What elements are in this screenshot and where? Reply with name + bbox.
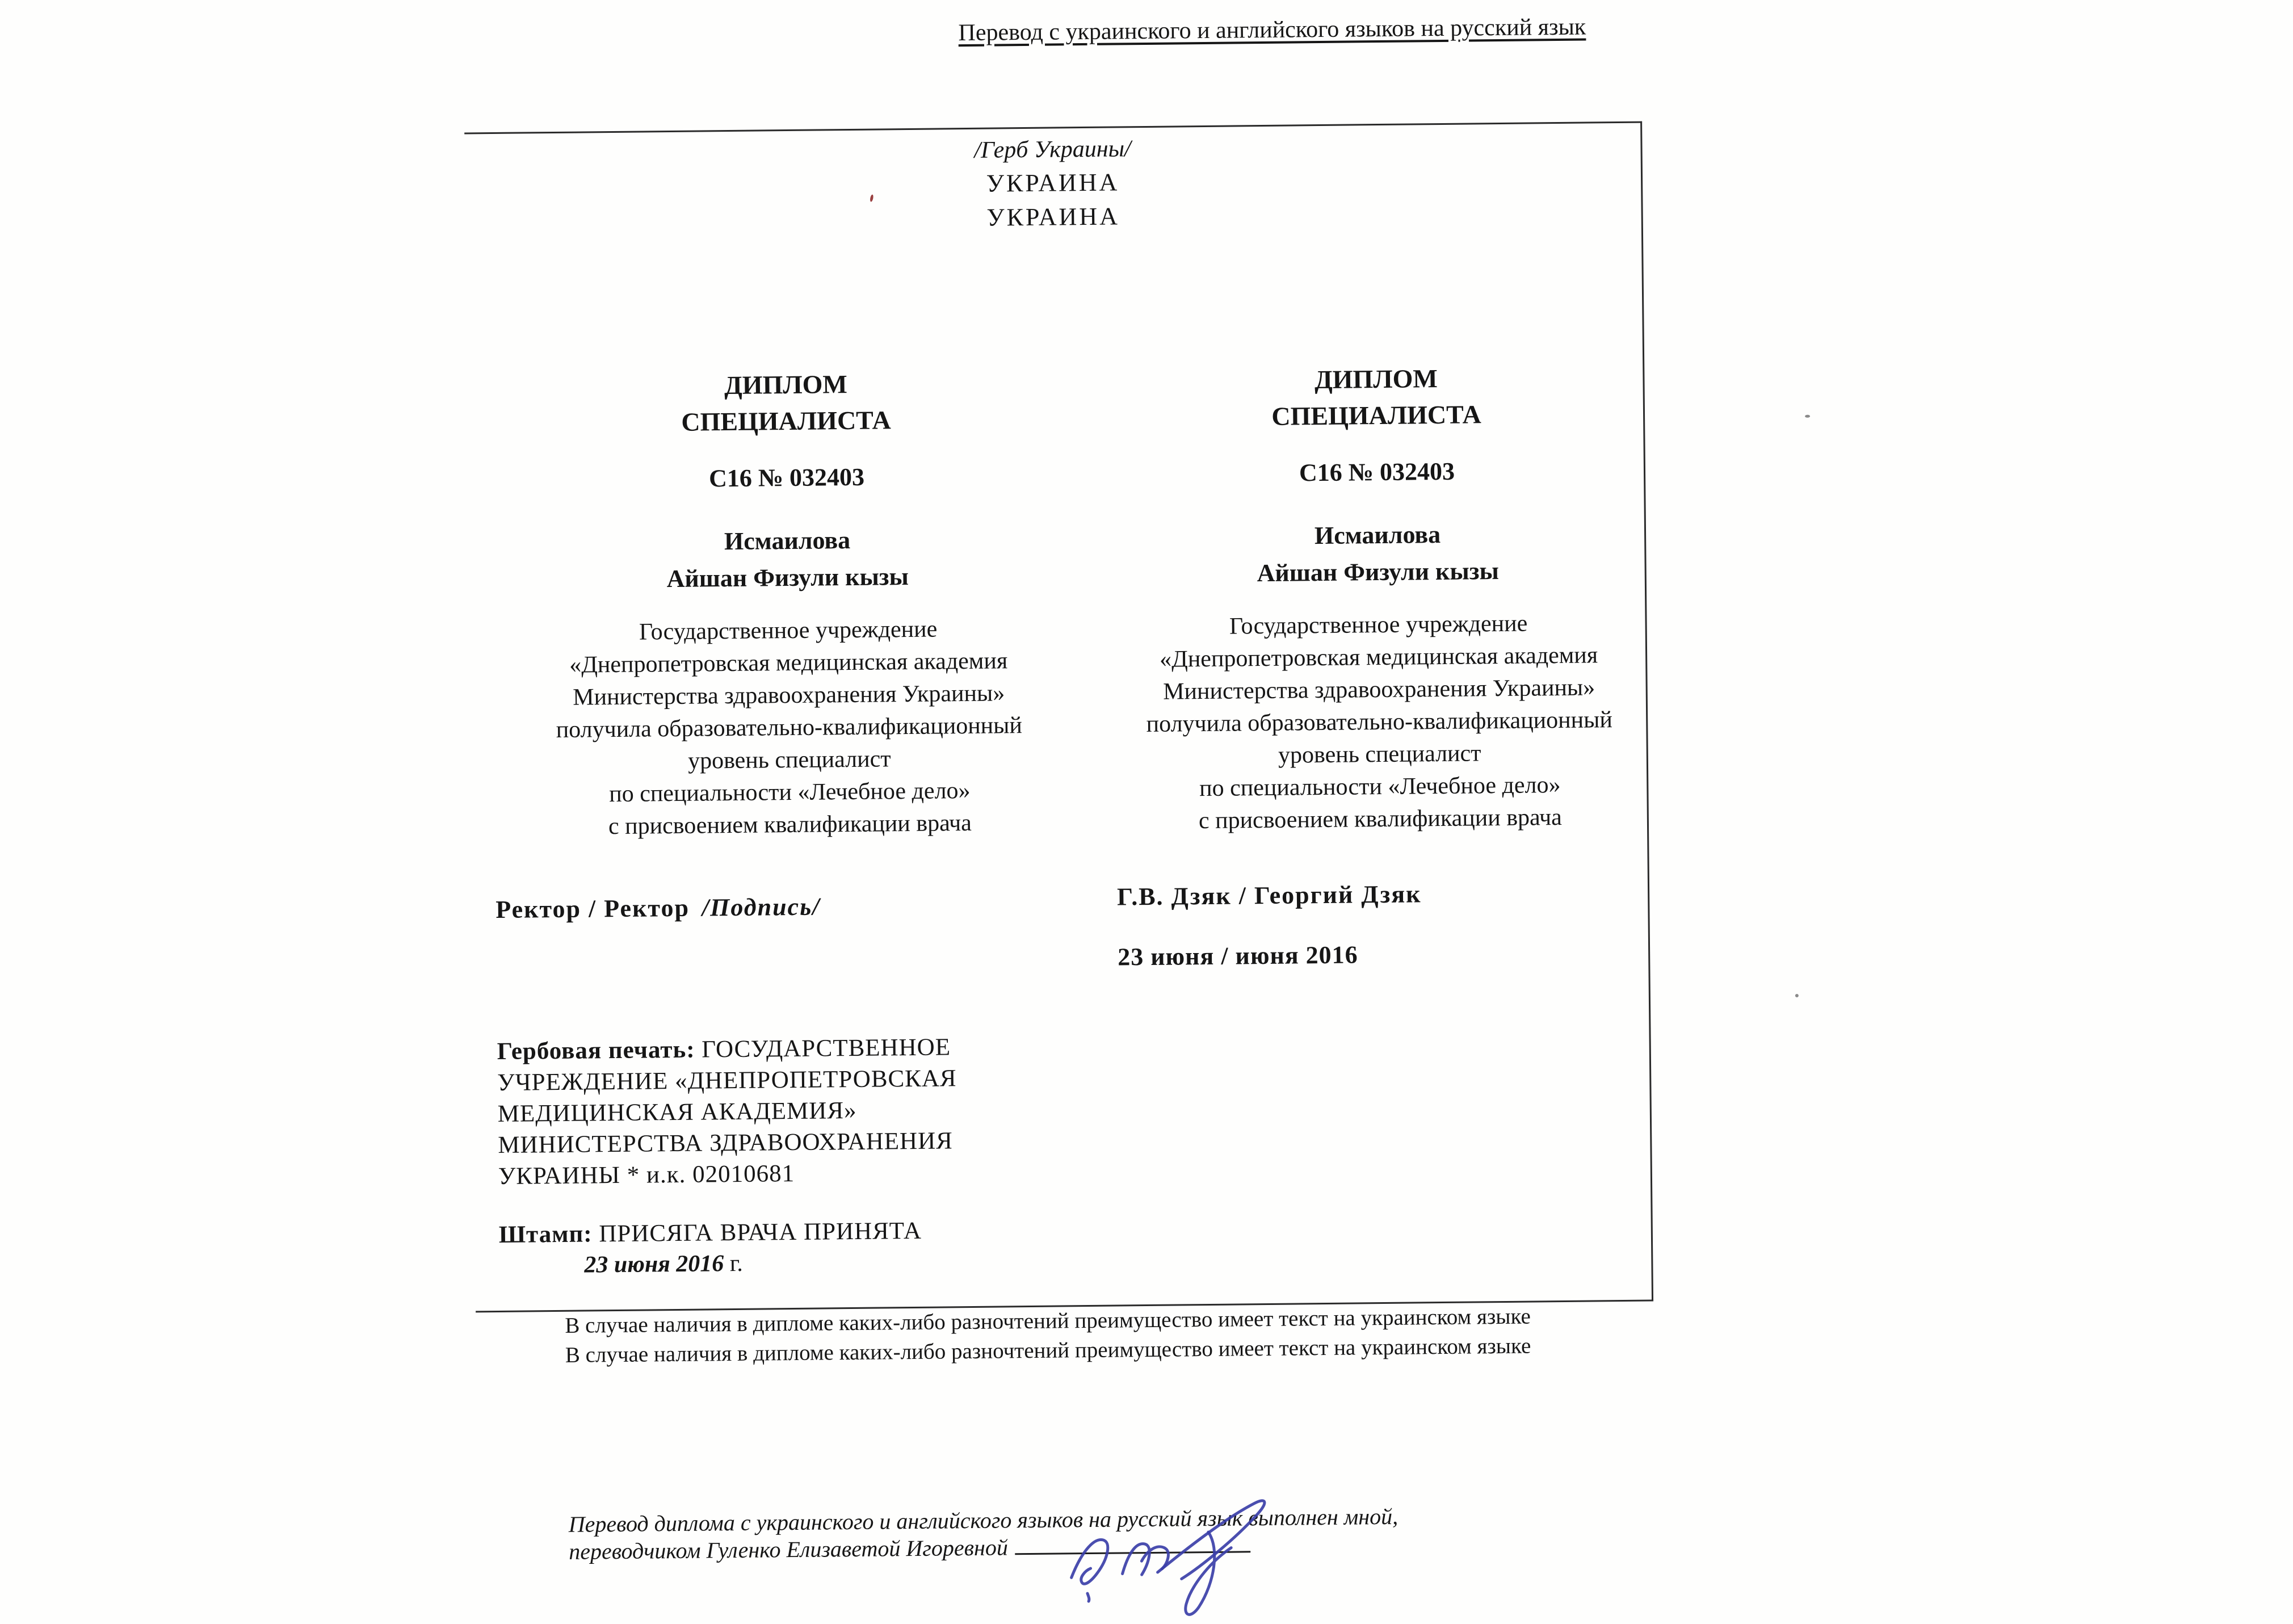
diploma-title-line: СПЕЦИАЛИСТА [1271,400,1481,431]
diploma-body-line: получила образовательно-квалификационный [1146,707,1613,738]
seal-text: ГОСУДАРСТВЕННОЕ [702,1034,951,1063]
right-column [1112,359,1645,976]
stamp-label: Штамп: [498,1220,593,1248]
stamp-text: ПРИСЯГА ВРАЧА ПРИНЯТА [599,1217,922,1248]
page-title: Перевод с украинского и английского языков на русский язык [958,14,1586,47]
diploma-body-line: «Днепропетровская медицинская академия [569,648,1008,678]
graduate-surname: Исмаилова [724,526,851,556]
seal-description-line: МЕДИЦИНСКАЯ АКАДЕМИЯ» [497,1097,857,1128]
diploma-title-line: ДИПЛОМ [724,370,848,400]
left-column [490,364,1089,1282]
disclaimer-note [565,1302,1531,1370]
seal-description-line: УКРАИНЫ * и.к. 02010681 [498,1160,795,1190]
seal-description-line [497,1030,1087,1067]
diploma-title-line: СПЕЦИАЛИСТА [681,405,891,437]
disclaimer-line: В случае наличия в дипломе каких-либо разночтений преимущество имеет текст на украинском языке [565,1304,1531,1338]
stamp-description [499,1214,1089,1250]
diploma-body-line: с присвоением квалификации врача [608,809,972,840]
stamp-date-suffix: г. [724,1250,744,1277]
rector-label: Ректор / Ректор [495,893,690,924]
issue-date-line: 23 июня / июня 2016 [1117,941,1358,971]
coat-of-arms-note: /Герб Украины/ [974,136,1131,163]
stamp-date-line [499,1245,1089,1282]
scan-artifact [1805,415,1810,418]
translator-statement-line: Перевод диплома с украинского и английского языков на русский язык выполнен мной, [568,1503,1399,1537]
handwritten-signature-icon [1055,1485,1311,1624]
diploma-body-line: по специальности «Лечебное дело» [608,777,971,808]
diploma-body-line: Министерства здравоохранения Украины» [1162,674,1595,705]
disclaimer-line: В случае наличия в дипломе каких-либо разночтений преимущество имеет текст на украинском языке [565,1333,1531,1367]
graduate-surname: Исмаилова [1314,521,1441,550]
diploma-body-line: с присвоением квалификации врача [1198,804,1562,834]
country-name-line: УКРАИНА [986,168,1120,198]
seal-description-line: МИНИСТЕРСТВА ЗДРАВООХРАНЕНИЯ [498,1127,954,1159]
country-name-line: УКРАИНА [986,202,1120,232]
rector-name-line: Г.В. Дзяк / Георгий Дзяк [1116,880,1422,911]
diploma-body [1114,607,1644,838]
diploma-body-line: Министерства здравоохранения Украины» [573,680,1005,711]
diploma-body [493,612,1085,844]
seal-label: Гербовая печать: [497,1036,695,1065]
graduate-given-name: Айшан Физули кызы [1257,557,1500,588]
diploma-body-line: Государственное учреждение [639,616,938,645]
rector-signature-line [495,886,1086,928]
diploma-serial: С16 № 032403 [1299,457,1455,487]
diploma-body-line: «Днепропетровская медицинская академия [1159,642,1598,673]
diploma-serial: С16 № 032403 [708,463,865,493]
diploma-body-line: уровень специалист [1278,740,1481,769]
diploma-frame [464,121,1653,1313]
diploma-body-line: Государственное учреждение [1229,610,1528,640]
seal-description-line: УЧРЕЖДЕНИЕ «ДНЕПРОПЕТРОВСКАЯ [497,1065,957,1097]
seal-description [497,1030,1089,1192]
scan-artifact [1795,994,1799,997]
translator-name: переводчиком Гуленко Елизаветой Игоревной [568,1534,1009,1564]
signature-placeholder-note: /Подпись/ [702,892,821,922]
graduate-given-name: Айшан Физули кызы [666,563,909,593]
diploma-body-line: по специальности «Лечебное дело» [1199,772,1561,802]
stamp-date: 23 июня 2016 [584,1250,724,1278]
diploma-title-line: ДИПЛОМ [1314,364,1438,395]
diploma-body-line: уровень специалист [687,746,891,774]
diploma-body-line: получила образовательно-квалификационный [556,712,1023,743]
